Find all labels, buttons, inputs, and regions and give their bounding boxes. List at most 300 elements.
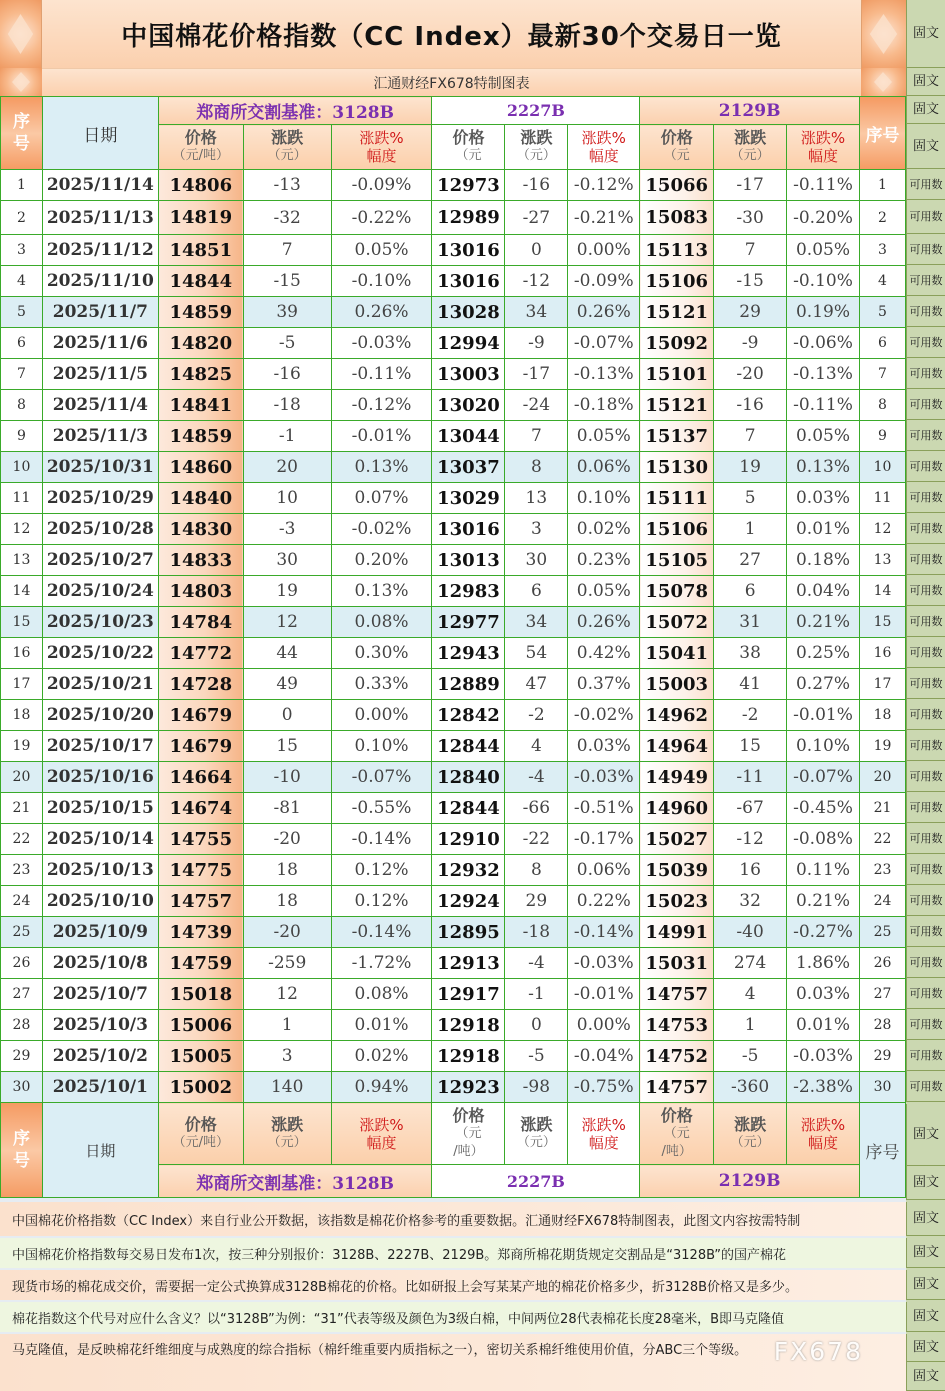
pct-3128b: 0.02% (331, 1041, 432, 1072)
change-3128b: 12 (243, 607, 331, 638)
row-date: 2025/11/13 (42, 201, 158, 235)
pct-2227b: -0.02% (568, 700, 640, 731)
price-3128b: 15005 (158, 1041, 243, 1072)
row-date: 2025/10/8 (42, 948, 158, 979)
pct-2129b: 0.10% (787, 731, 860, 762)
side-label-keyongshu: 可用数 (906, 169, 945, 200)
pct-2227b: 0.06% (568, 452, 640, 483)
note-line-1: 中国棉花价格指数（CC Index）来自行业公开数据，该指数是棉花价格参考的重要数据。汇通财经FX678特制图表，此图文内容按需特制 (0, 1202, 906, 1236)
pct-3128b: -0.10% (331, 266, 432, 297)
change-2227b: -4 (505, 948, 568, 979)
side-label-keyongshu: 可用数 (906, 513, 945, 544)
row-seq-right: 30 (859, 1072, 905, 1103)
price-2227b: 12889 (432, 669, 505, 700)
change-2129b: 19 (714, 452, 787, 483)
bottom-band (0, 1362, 906, 1391)
row-seq: 2 (1, 201, 43, 235)
side-label-keyongshu: 可用数 (906, 575, 945, 606)
change-2129b: 7 (714, 235, 787, 266)
price-2129b: 14753 (640, 1010, 714, 1041)
row-seq-right: 7 (859, 359, 905, 390)
pct-2227b: 0.02% (568, 514, 640, 545)
row-seq: 23 (1, 855, 43, 886)
price-2227b: 12918 (432, 1041, 505, 1072)
change-2129b: 38 (714, 638, 787, 669)
price-3128b: 14806 (158, 170, 243, 201)
table-row (1, 1010, 906, 1041)
header-change-3128b: 涨跌 （元） (243, 125, 331, 170)
row-seq-right: 23 (859, 855, 905, 886)
side-label-keyongshu: 可用数 (906, 1009, 945, 1040)
row-seq: 11 (1, 483, 43, 514)
price-2129b: 15078 (640, 576, 714, 607)
row-date: 2025/10/21 (42, 669, 158, 700)
price-2227b: 12977 (432, 607, 505, 638)
pct-2227b: 0.37% (568, 669, 640, 700)
pct-2227b: -0.21% (568, 201, 640, 235)
price-2129b: 15111 (640, 483, 714, 514)
row-seq: 6 (1, 328, 43, 359)
footer-pct-3128b: 涨跌% 幅度 (331, 1103, 432, 1165)
side-label-keyongshu: 可用数 (906, 606, 945, 637)
row-seq-right: 25 (859, 917, 905, 948)
change-2227b: 54 (505, 638, 568, 669)
table-row (1, 824, 906, 855)
note-line-5: 马克隆值，是反映棉花纤维细度与成熟度的综合指标（棉纤维重要内质指标之一），密切关系棉纤维使用价值，分ABC三个等级。 (0, 1334, 906, 1362)
change-2227b: -18 (505, 917, 568, 948)
price-3128b: 14784 (158, 607, 243, 638)
change-2227b: 4 (505, 731, 568, 762)
pct-3128b: -0.09% (331, 170, 432, 201)
change-3128b: -20 (243, 824, 331, 855)
row-date: 2025/11/3 (42, 421, 158, 452)
row-seq-right: 4 (859, 266, 905, 297)
pct-3128b: 0.13% (331, 576, 432, 607)
pct-2129b: 0.25% (787, 638, 860, 669)
footer-group-3128b: 郑商所交割基准：3128B (158, 1165, 432, 1198)
note-line-2: 中国棉花价格指数每交易日发布1次，按三种分别报价：3128B、2227B、2129B。郑商所棉花期货规定交割品是“3128B”的国产棉花 (0, 1238, 906, 1268)
row-date: 2025/10/23 (42, 607, 158, 638)
row-seq-right: 2 (859, 201, 905, 235)
change-2227b: -12 (505, 266, 568, 297)
diamond-icon (0, 68, 42, 96)
row-seq: 1 (1, 170, 43, 201)
price-2227b: 12994 (432, 328, 505, 359)
change-2129b: 1 (714, 1010, 787, 1041)
pct-2129b: 0.05% (787, 421, 860, 452)
side-label-keyongshu: 可用数 (906, 482, 945, 513)
pct-3128b: -0.01% (331, 421, 432, 452)
footer-price-2129b: 价格 （元 /吨） (640, 1103, 714, 1165)
change-2227b: -66 (505, 793, 568, 824)
price-3128b: 14833 (158, 545, 243, 576)
change-2129b: -16 (714, 390, 787, 421)
change-2227b: 34 (505, 297, 568, 328)
footer-seq-right: 序号 (859, 1103, 905, 1198)
price-2227b: 12842 (432, 700, 505, 731)
pct-2227b: -0.04% (568, 1041, 640, 1072)
side-label-keyongshu: 可用数 (906, 200, 945, 234)
pct-3128b: 0.30% (331, 638, 432, 669)
watermark-logo: FX678 (773, 1337, 863, 1366)
change-2129b: -9 (714, 328, 787, 359)
price-2129b: 15106 (640, 514, 714, 545)
diamond-icon (861, 68, 906, 96)
change-2129b: 32 (714, 886, 787, 917)
row-date: 2025/10/2 (42, 1041, 158, 1072)
price-2129b: 15041 (640, 638, 714, 669)
change-3128b: 3 (243, 1041, 331, 1072)
pct-3128b: -0.14% (331, 917, 432, 948)
table-row (1, 421, 906, 452)
change-2227b: 34 (505, 607, 568, 638)
row-seq: 24 (1, 886, 43, 917)
price-3128b: 14820 (158, 328, 243, 359)
pct-3128b: -0.02% (331, 514, 432, 545)
pct-3128b: -0.14% (331, 824, 432, 855)
row-date: 2025/10/15 (42, 793, 158, 824)
change-2227b: -5 (505, 1041, 568, 1072)
row-seq-right: 11 (859, 483, 905, 514)
page-title: 中国棉花价格指数（CC Index）最新30个交易日一览 (42, 0, 861, 68)
side-label-guwen: 固文 (906, 1238, 945, 1268)
price-2129b: 15092 (640, 328, 714, 359)
side-label-keyongshu: 可用数 (906, 947, 945, 978)
header-date: 日期 (42, 97, 158, 170)
table-row (1, 452, 906, 483)
row-seq-right: 8 (859, 390, 905, 421)
pct-3128b: 0.12% (331, 855, 432, 886)
price-2129b: 14991 (640, 917, 714, 948)
header-pct-2129b: 涨跌% 幅度 (787, 125, 860, 170)
row-date: 2025/10/1 (42, 1072, 158, 1103)
table-row (1, 607, 906, 638)
footer-date: 日期 (42, 1103, 158, 1198)
row-seq: 17 (1, 669, 43, 700)
price-3128b: 14859 (158, 297, 243, 328)
change-2129b: -2 (714, 700, 787, 731)
price-3128b: 14674 (158, 793, 243, 824)
change-2227b: 30 (505, 545, 568, 576)
price-3128b: 14755 (158, 824, 243, 855)
footer-change-2129b: 涨跌 （元） (714, 1103, 787, 1165)
side-label-guwen: 固文 (906, 1202, 945, 1236)
pct-2227b: -0.03% (568, 948, 640, 979)
diamond-icon (862, 0, 906, 68)
pct-2129b: -0.27% (787, 917, 860, 948)
change-2227b: -9 (505, 328, 568, 359)
row-date: 2025/10/16 (42, 762, 158, 793)
price-3128b: 14844 (158, 266, 243, 297)
price-2129b: 15039 (640, 855, 714, 886)
pct-2129b: 0.27% (787, 669, 860, 700)
change-2227b: 6 (505, 576, 568, 607)
pct-2227b: -0.12% (568, 170, 640, 201)
table-row (1, 483, 906, 514)
price-2227b: 12844 (432, 731, 505, 762)
price-2227b: 12989 (432, 201, 505, 235)
change-2227b: -24 (505, 390, 568, 421)
pct-3128b: -0.22% (331, 201, 432, 235)
change-2129b: -67 (714, 793, 787, 824)
table-row (1, 390, 906, 421)
side-label-guwen: 固文 (906, 1166, 945, 1200)
row-seq: 12 (1, 514, 43, 545)
row-date: 2025/10/13 (42, 855, 158, 886)
row-seq-right: 29 (859, 1041, 905, 1072)
pct-2129b: 0.19% (787, 297, 860, 328)
change-2227b: 7 (505, 421, 568, 452)
change-2129b: -20 (714, 359, 787, 390)
price-2129b: 15083 (640, 201, 714, 235)
pct-2227b: 0.05% (568, 421, 640, 452)
row-seq: 13 (1, 545, 43, 576)
pct-3128b: -0.11% (331, 359, 432, 390)
pct-2227b: -0.18% (568, 390, 640, 421)
change-2129b: -12 (714, 824, 787, 855)
side-label-keyongshu: 可用数 (906, 1071, 945, 1102)
footer-price-2227b: 价格 （元 /吨） (432, 1103, 505, 1165)
footer-change-3128b: 涨跌 （元） (243, 1103, 331, 1165)
change-2227b: 47 (505, 669, 568, 700)
pct-2129b: -0.11% (787, 390, 860, 421)
header-group-2227b: 2227B (432, 97, 640, 125)
side-column (906, 0, 945, 1391)
side-label-keyongshu: 可用数 (906, 668, 945, 699)
change-3128b: 12 (243, 979, 331, 1010)
row-seq-right: 12 (859, 514, 905, 545)
price-2227b: 12932 (432, 855, 505, 886)
header-pct-2227b: 涨跌% 幅度 (568, 125, 640, 170)
change-2129b: 1 (714, 514, 787, 545)
row-seq: 3 (1, 235, 43, 266)
change-2129b: 5 (714, 483, 787, 514)
table-row (1, 1041, 906, 1072)
row-seq: 28 (1, 1010, 43, 1041)
change-2129b: -11 (714, 762, 787, 793)
price-2227b: 13013 (432, 545, 505, 576)
change-3128b: -16 (243, 359, 331, 390)
row-seq-right: 16 (859, 638, 905, 669)
row-seq-right: 24 (859, 886, 905, 917)
row-seq: 7 (1, 359, 43, 390)
table-row (1, 886, 906, 917)
change-2129b: -30 (714, 201, 787, 235)
price-2129b: 15137 (640, 421, 714, 452)
change-3128b: -5 (243, 328, 331, 359)
change-2129b: 41 (714, 669, 787, 700)
pct-3128b: 0.07% (331, 483, 432, 514)
change-2129b: 274 (714, 948, 787, 979)
price-2227b: 12840 (432, 762, 505, 793)
price-3128b: 14679 (158, 731, 243, 762)
pct-2129b: -0.08% (787, 824, 860, 855)
pct-2227b: -0.01% (568, 979, 640, 1010)
row-seq: 4 (1, 266, 43, 297)
change-2227b: -27 (505, 201, 568, 235)
table-row (1, 793, 906, 824)
change-3128b: -20 (243, 917, 331, 948)
pct-3128b: 0.13% (331, 452, 432, 483)
change-2227b: -22 (505, 824, 568, 855)
price-2227b: 12918 (432, 1010, 505, 1041)
table-row (1, 201, 906, 235)
row-seq: 30 (1, 1072, 43, 1103)
price-2227b: 13016 (432, 235, 505, 266)
price-2129b: 15106 (640, 266, 714, 297)
price-3128b: 15002 (158, 1072, 243, 1103)
price-2129b: 14960 (640, 793, 714, 824)
pct-2227b: -0.14% (568, 917, 640, 948)
price-2129b: 15101 (640, 359, 714, 390)
header-price-2129b: 价格 （元 (640, 125, 714, 170)
row-seq-right: 20 (859, 762, 905, 793)
price-2227b: 13028 (432, 297, 505, 328)
change-3128b: 18 (243, 855, 331, 886)
table-row (1, 514, 906, 545)
row-date: 2025/10/31 (42, 452, 158, 483)
row-seq-right: 14 (859, 576, 905, 607)
pct-3128b: -0.07% (331, 762, 432, 793)
price-3128b: 14840 (158, 483, 243, 514)
row-seq: 25 (1, 917, 43, 948)
pct-2227b: -0.03% (568, 762, 640, 793)
change-2129b: 29 (714, 297, 787, 328)
change-3128b: 1 (243, 1010, 331, 1041)
price-3128b: 14757 (158, 886, 243, 917)
corner-decoration-right (861, 0, 906, 68)
change-3128b: 140 (243, 1072, 331, 1103)
price-2129b: 15003 (640, 669, 714, 700)
footer-change-2227b: 涨跌 （元） (505, 1103, 568, 1165)
side-label-guwen: 固文 (906, 1362, 945, 1391)
pct-2227b: 0.06% (568, 855, 640, 886)
pct-2227b: 0.10% (568, 483, 640, 514)
footer-seq: 序号 (1, 1103, 43, 1198)
change-2227b: 3 (505, 514, 568, 545)
pct-3128b: 0.26% (331, 297, 432, 328)
footer-group-2129b: 2129B (640, 1165, 860, 1198)
pct-3128b: 0.05% (331, 235, 432, 266)
change-3128b: -3 (243, 514, 331, 545)
row-seq: 20 (1, 762, 43, 793)
side-label-keyongshu: 可用数 (906, 823, 945, 854)
price-2129b: 14757 (640, 979, 714, 1010)
row-date: 2025/10/28 (42, 514, 158, 545)
row-date: 2025/10/24 (42, 576, 158, 607)
row-seq-right: 3 (859, 235, 905, 266)
note-line-3: 现货市场的棉花成交价，需要据一定公式换算成3128B棉花的价格。比如研报上会写某某产地的棉花价格多少，折3128B价格又是多少。 (0, 1270, 906, 1300)
price-2227b: 12913 (432, 948, 505, 979)
change-2129b: 16 (714, 855, 787, 886)
change-2129b: 6 (714, 576, 787, 607)
row-seq-right: 27 (859, 979, 905, 1010)
change-2129b: 15 (714, 731, 787, 762)
pct-3128b: -0.03% (331, 328, 432, 359)
price-2129b: 15027 (640, 824, 714, 855)
price-2227b: 12923 (432, 1072, 505, 1103)
table-row (1, 545, 906, 576)
table-row (1, 1072, 906, 1103)
row-seq-right: 17 (859, 669, 905, 700)
change-3128b: -18 (243, 390, 331, 421)
price-2129b: 15023 (640, 886, 714, 917)
page-subtitle: 汇通财经FX678特制图表 (42, 68, 861, 96)
change-3128b: -1 (243, 421, 331, 452)
row-seq: 8 (1, 390, 43, 421)
change-3128b: -13 (243, 170, 331, 201)
row-seq-right: 10 (859, 452, 905, 483)
side-label-keyongshu: 可用数 (906, 544, 945, 575)
row-seq: 27 (1, 979, 43, 1010)
pct-2227b: -0.07% (568, 328, 640, 359)
change-2129b: -40 (714, 917, 787, 948)
pct-2129b: -2.38% (787, 1072, 860, 1103)
change-3128b: 18 (243, 886, 331, 917)
side-label-keyongshu: 可用数 (906, 1040, 945, 1071)
side-label-guwen: 固文 (906, 1270, 945, 1300)
pct-2129b: -0.45% (787, 793, 860, 824)
change-3128b: 30 (243, 545, 331, 576)
row-seq: 15 (1, 607, 43, 638)
pct-2129b: 0.05% (787, 235, 860, 266)
side-label-keyongshu: 可用数 (906, 358, 945, 389)
price-3128b: 14728 (158, 669, 243, 700)
change-2227b: -4 (505, 762, 568, 793)
change-3128b: 19 (243, 576, 331, 607)
pct-2227b: 0.26% (568, 297, 640, 328)
table-row (1, 979, 906, 1010)
corner-decoration-right-small (861, 68, 906, 96)
side-label-keyongshu: 可用数 (906, 978, 945, 1009)
price-table (0, 96, 906, 1198)
pct-2227b: 0.00% (568, 235, 640, 266)
pct-2227b: -0.09% (568, 266, 640, 297)
pct-2129b: -0.11% (787, 170, 860, 201)
row-seq: 16 (1, 638, 43, 669)
price-2227b: 12973 (432, 170, 505, 201)
pct-2129b: -0.07% (787, 762, 860, 793)
pct-2129b: -0.20% (787, 201, 860, 235)
row-date: 2025/10/17 (42, 731, 158, 762)
price-2227b: 13016 (432, 514, 505, 545)
table-row (1, 948, 906, 979)
price-3128b: 14679 (158, 700, 243, 731)
price-3128b: 14830 (158, 514, 243, 545)
side-label-guwen: 固文 (906, 0, 945, 68)
row-seq: 5 (1, 297, 43, 328)
pct-3128b: 0.94% (331, 1072, 432, 1103)
side-label-keyongshu: 可用数 (906, 265, 945, 296)
change-2129b: 31 (714, 607, 787, 638)
pct-2129b: 0.01% (787, 514, 860, 545)
pct-2227b: 0.22% (568, 886, 640, 917)
change-2129b: -5 (714, 1041, 787, 1072)
change-3128b: 0 (243, 700, 331, 731)
pct-2227b: 0.26% (568, 607, 640, 638)
change-2129b: 27 (714, 545, 787, 576)
price-3128b: 14819 (158, 201, 243, 235)
price-2129b: 15121 (640, 390, 714, 421)
change-2129b: -15 (714, 266, 787, 297)
row-date: 2025/11/14 (42, 170, 158, 201)
row-seq: 14 (1, 576, 43, 607)
row-date: 2025/11/4 (42, 390, 158, 421)
side-label-guwen: 固文 (906, 68, 945, 96)
pct-3128b: 0.20% (331, 545, 432, 576)
side-label-keyongshu: 可用数 (906, 451, 945, 482)
row-seq-right: 15 (859, 607, 905, 638)
